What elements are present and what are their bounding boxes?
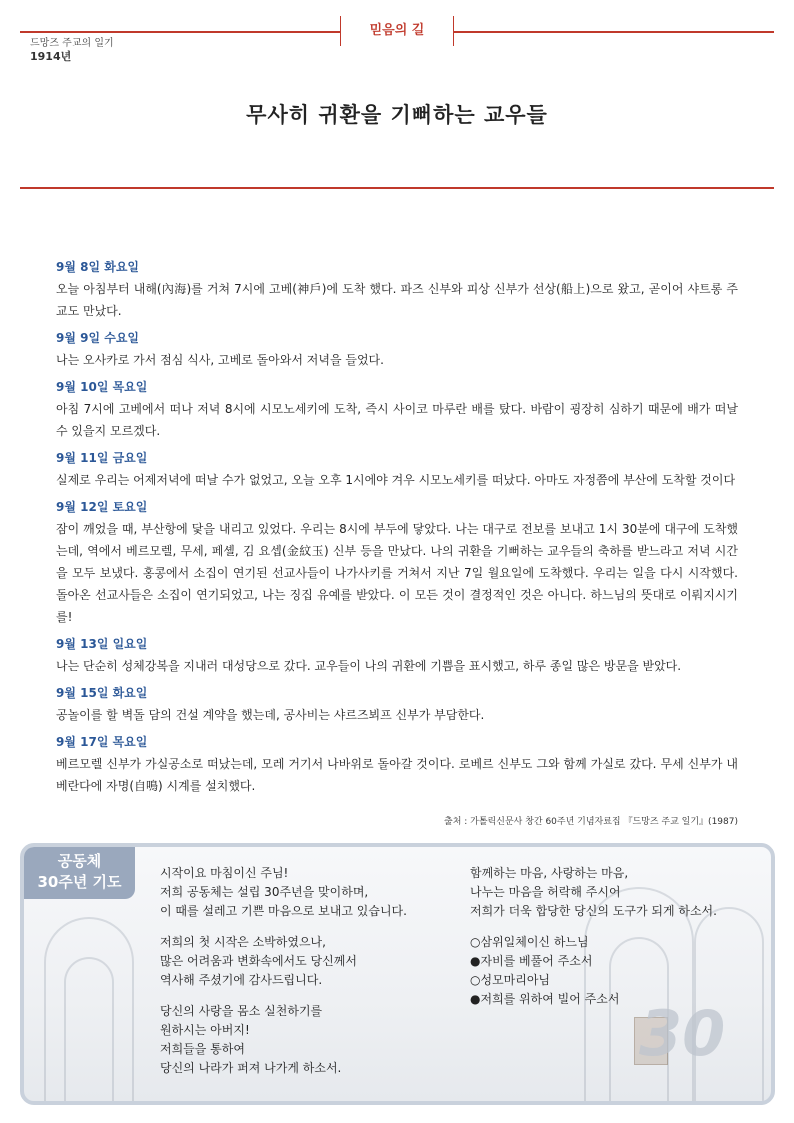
entry-text: 베르모렐 신부가 가실공소로 떠났는데, 모레 거기서 나바위로 돌아갈 것이다. 로베르 신부도 그와 함께 가실로 갔다. 무세 신부가 내 베란다에 자명(自鳴) 시계를 설치했다. — [56, 757, 738, 793]
entry-date: 9월 8일 화요일 — [56, 260, 140, 274]
entry-text: 오늘 아침부터 내해(內海)를 거쳐 7시에 고베(神戶)에 도착 했다. 파즈 신부와 피상 신부가 선상(船上)으로 왔고, 곧이어 샤트롱 주교도 만났다. — [56, 282, 738, 318]
prayer-line: 저희의 첫 시작은 소박하였으나, — [160, 935, 326, 949]
diary-entry — [56, 635, 738, 677]
entry-date: 9월 9일 수요일 — [56, 331, 140, 345]
badge-line1: 공동체 — [57, 852, 102, 870]
litany-line: ○삼위일체이신 하느님 — [470, 935, 589, 949]
prayer-line: 당신의 나라가 퍼져 나가게 하소서. — [160, 1061, 342, 1075]
diary-entry — [56, 449, 738, 491]
prayer-stanza — [470, 933, 760, 1009]
litany-line: ●저희를 위하여 빌어 주소서 — [470, 992, 620, 1006]
diary-entry — [56, 684, 738, 726]
prayer-line: 당신의 사랑을 몸소 실천하기를 — [160, 1004, 323, 1018]
prayer-line: 시작이요 마침이신 주님! — [160, 866, 289, 880]
prayer-stanza — [160, 933, 460, 990]
header-rule-left — [20, 31, 340, 33]
diary-entry — [56, 258, 738, 322]
prayer-line: 역사해 주셨기에 감사드립니다. — [160, 973, 323, 987]
anniversary-mark: 30 — [639, 997, 726, 1070]
diary-entries — [56, 258, 738, 804]
entry-text: 공놀이를 할 벽돌 담의 건설 계약을 했는데, 공사비는 샤르즈뵈프 신부가 부담한다. — [56, 708, 485, 722]
prayer-line: 이 때를 설레고 기쁜 마음으로 보내고 있습니다. — [160, 904, 407, 918]
entry-date: 9월 11일 금요일 — [56, 451, 148, 465]
prayer-line: 많은 어려움과 변화속에서도 당신께서 — [160, 954, 357, 968]
prayer-line: 저희 공동체는 설립 30주년을 맞이하며, — [160, 885, 369, 899]
diary-entry — [56, 378, 738, 442]
page-title: 무사히 귀환을 기뻐하는 교우들 — [246, 103, 548, 127]
header-rule-right — [454, 31, 774, 33]
entry-date: 9월 17일 목요일 — [56, 735, 148, 749]
section-tag: 믿음의 길 — [369, 23, 425, 38]
prayer-right-column — [470, 864, 760, 1021]
diary-entry — [56, 329, 738, 371]
entry-text: 아침 7시에 고베에서 떠나 저녁 8시에 시모노세키에 도착, 즉시 사이코 마루란 배를 탔다. 바람이 굉장히 심하기 때문에 배가 떠날 수 있을지 모르겠다. — [56, 402, 738, 438]
prayer-box — [20, 843, 775, 1105]
diary-entry — [56, 733, 738, 797]
entry-date: 9월 15일 화요일 — [56, 686, 148, 700]
prayer-line: 나누는 마음을 허락해 주시어 — [470, 885, 621, 899]
prayer-line: 저희가 더욱 합당한 당신의 도구가 되게 하소서. — [470, 904, 717, 918]
prayer-stanza — [160, 864, 460, 921]
series-name: 드망즈 주교의 일기 — [30, 38, 114, 49]
prayer-line: 원하시는 아버지! — [160, 1023, 250, 1037]
prayer-stanza — [470, 864, 760, 921]
diary-entry — [56, 498, 738, 628]
source-citation: 출처 : 가톨릭신문사 창간 60주년 기념자료집 『드망즈 주교 일기』(1987) — [444, 817, 738, 827]
entry-text: 실제로 우리는 어제저녁에 떠날 수가 없었고, 오늘 오후 1시에야 겨우 시모노세키를 떠났다. 아마도 자정쯤에 부산에 도착할 것이다 — [56, 473, 736, 487]
section-tab — [340, 16, 454, 46]
prayer-line: 함께하는 마음, 사랑하는 마음, — [470, 866, 629, 880]
entry-date: 9월 12일 토요일 — [56, 500, 148, 514]
entry-text: 나는 오사카로 가서 점심 식사, 고베로 돌아와서 저녁을 들었다. — [56, 353, 384, 367]
prayer-line: 저희들을 통하여 — [160, 1042, 245, 1056]
series-label — [30, 37, 114, 63]
entry-date: 9월 10일 목요일 — [56, 380, 148, 394]
entry-text: 잠이 깨었을 때, 부산항에 닻을 내리고 있었다. 우리는 8시에 부두에 닿았다. 나는 대구로 전보를 보내고 1시 30분에 대구에 도착했는데, 역에서 베르모렐, 무세, 페셸, 김 요셉(金紋玉) 신부 등을 만났다. 나의 귀환을 기뻐하는 교우들의 축하를 받느라고 저녁 시간을 모두 보냈다. 홍콩에서 소집이 연기된 선교사들이 나가사키를 거쳐서 지난 7일 월요일에 도착했다. 우리는 일을 다시 시작했다. 돌아온 선교사들은 소집이 연기되었고, 나는 징집 유예를 받았다. 이 모든 것이 결정적인 것은 아니다. 하느님의 뜻대로 이뤄지시기를! — [56, 522, 738, 624]
litany-line: ○성모마리아님 — [470, 973, 551, 987]
prayer-badge — [24, 847, 135, 899]
prayer-left-column — [160, 864, 460, 1090]
prayer-stanza — [160, 1002, 460, 1078]
entry-date: 9월 13일 일요일 — [56, 637, 148, 651]
series-year: 1914년 — [30, 50, 72, 63]
cathedral-arch-illustration — [64, 957, 114, 1105]
badge-line2: 30주년 기도 — [37, 873, 122, 891]
entry-text: 나는 단순히 성체강복을 지내러 대성당으로 갔다. 교우들이 나의 귀환에 기쁨을 표시했고, 하루 종일 많은 방문을 받았다. — [56, 659, 682, 673]
title-rule — [20, 187, 774, 189]
litany-line: ●자비를 베풀어 주소서 — [470, 954, 593, 968]
